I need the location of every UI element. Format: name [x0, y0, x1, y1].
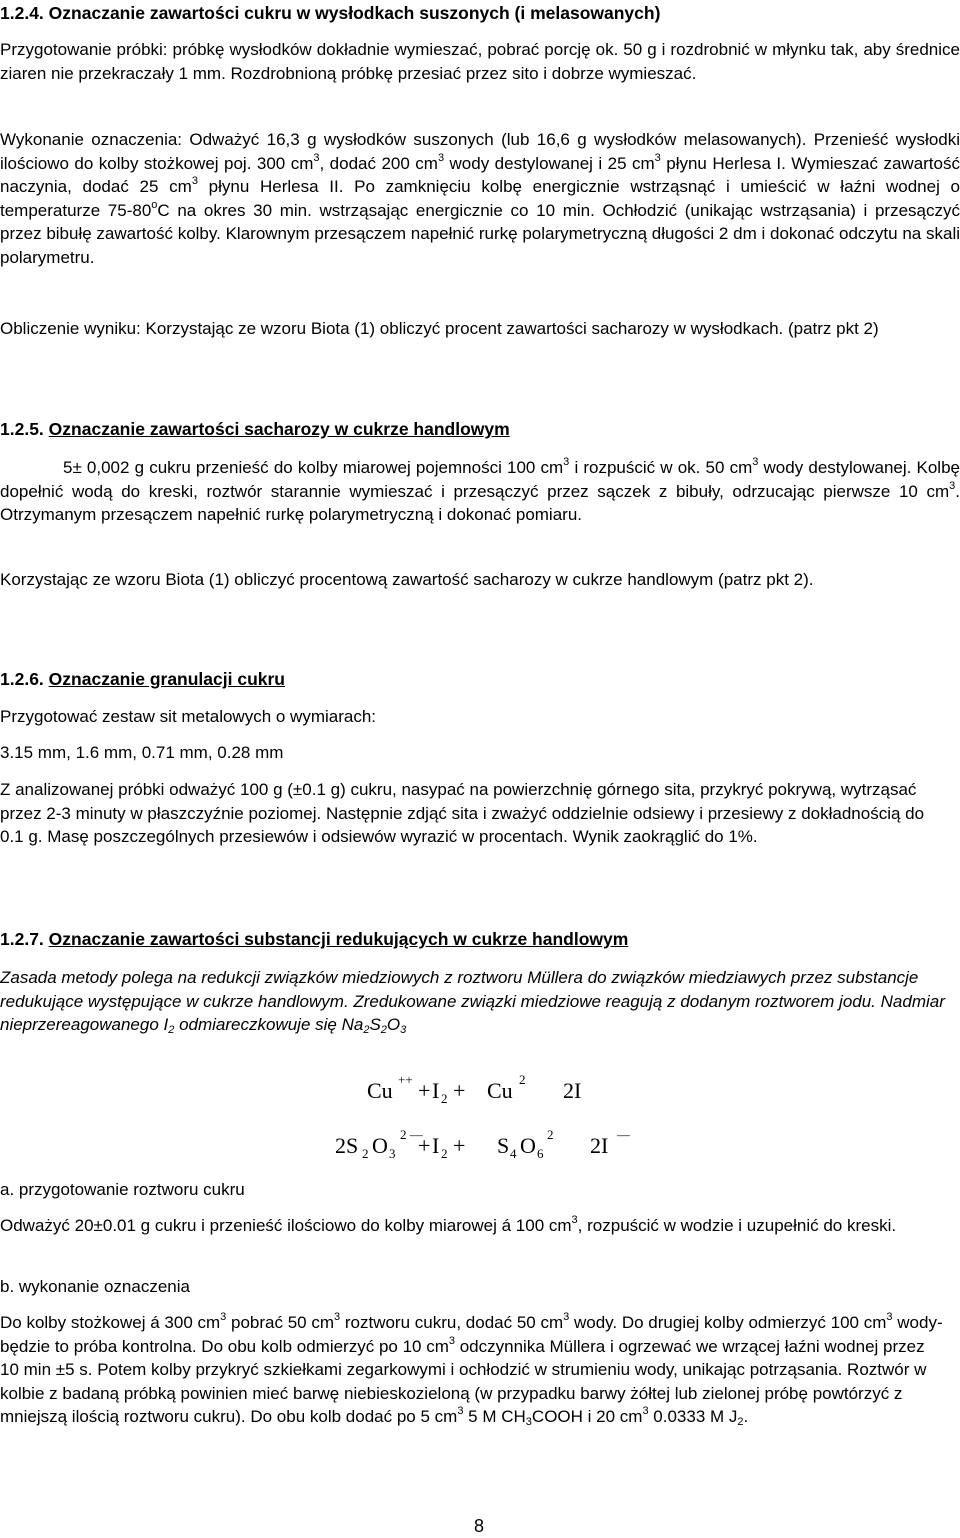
paragraph-method-principle: Zasada metody polega na redukcji związków miedziowych z roztworu Müllera do związków miedziawych przez substancje redukujące występujące w cukrze handlowym. Zredukowane związki miedziowe reagują z dodanym roztworem jodu. Nadmiar nieprzereagowanego $I_2$ odmiareczkowuje się $Na_2S_2O_3$ — [0, 968, 945, 1036]
paragraph-procedure: Wykonanie oznaczenia: Odważyć 16,3 g wysłodków suszonych (lub 16,6 g wysłodków melasowanych). Przenieść wysłodki ilościowo do kolby stożkowej poj. 300 $cm^3$, dodać 200 $cm^3$ wody destylowanej i 25 $cm^3$ płynu Herlesa I. Wymieszać zawartość naczynia, dodać 25 $cm^3$ płynu Herlesa II. Po zamknięciu kolbę energicznie wstrząsnąć i umieścić w łaźni wodnej o temperaturze 75-80$^o$C na okres 30 min. wstrząsając energicznie co 10 min. Ochłodzić (unikając wstrząsania) i przesączyć przez bibułę zawartość kolby. Klarownym przesączem napełnić rurkę polarymetryczną długości 2 dm i dokonać odczytu na skali polarymetru. — [0, 130, 960, 267]
paragraph-determination: Do kolby stożkowej á 300 $cm^3$ pobrać 50 $cm^3$ roztworu cukru, dodać 50 $cm^3$ wody. Do drugiej kolby odmierzyć 100 $cm^3$ wody- będzie to próba kontrolna. Do obu kolb odmierzyć po 10 $cm^3$ odczynnika Müllera i ogrzewać we wrzącej łaźni wodnej przez 10 min ±5 s. Potem kolby przykryć szkiełkami zegarkowymi i ochłodzić w strumieniu wody, unikając potrząsania. Roztwór w kolbie z badaną próbką powinien mieć barwę niebieskozieloną (w przypadku barwy żółtej lub zielonej próbę powtórzyć z mniejszą ilością roztworu cukru). Do obu kolb dodać po 5 $cm^3$ 5 M $CH_3COOH$ i 20 $cm^3$ 0.0333 M $J_2$. — [0, 1311, 943, 1428]
section-number: 1.2.4. — [0, 3, 44, 23]
section-heading-1-2-6: 1.2.6. Oznaczanie granulacji cukru — [0, 669, 285, 689]
section-title: Oznaczanie zawartości cukru w wysłodkach suszonych (i melasowanych) — [48, 3, 661, 23]
reaction-equation-thiosulfate: 2S 2 O 3 2 — + I 2 + S 4 O 6 2 2I — — [335, 1127, 630, 1161]
page-number: 8 — [474, 1516, 485, 1536]
paragraph-granulation-procedure: Z analizowanej próbki odważyć 100 g (±0.1 g) cukru, nasypać na powierzchnię górnego sita, przykryć pokrywą, wytrząsać przez 2-3 minuty w płaszczyźnie poziomej. Następnie zdjąć sita i zważyć oddzielnie odsiewy i przesiewy z dokładnością do 0.1 g. Masę poszczególnych przesiewów i odsiewów wyrazić w procentach. Wynik zaokrąglić do 1%. — [0, 780, 925, 846]
reaction-equation-copper: Cu ++ + I 2 + Cu 2 2I — [367, 1072, 582, 1106]
subsection-label-a: a. przygotowanie roztworu cukru — [0, 1180, 245, 1199]
paragraph-sieve-set: Przygotować zestaw sit metalowych o wymiarach: — [0, 707, 377, 726]
section-heading-1-2-5: 1.2.5. Oznaczanie zawartości sacharozy w cukrze handlowym — [0, 419, 510, 439]
section-heading-1-2-4 — [0, 2, 660, 24]
paragraph-sucrose-procedure: 5± 0,002 g cukru przenieść do kolby miarowej pojemności 100 $cm^3$ i rozpuścić w ok. 50 $cm^3$ wody destylowanej. Kolbę dopełnić wodą do kreski, roztwór starannie wymieszać i przesączyć przez sączek z bibuły, odrzucając pierwsze 10 $cm^3$. Otrzymanym przesączem napełnić rurkę polarymetryczną i dokonać pomiaru. — [0, 456, 960, 524]
section-heading-1-2-7: 1.2.7. Oznaczanie zawartości substancji redukujących w cukrze handlowym — [0, 929, 629, 949]
paragraph-sugar-solution: Odważyć 20±0.01 g cukru i przenieść ilościowo do kolby miarowej á 100 $cm^3$, rozpuścić w wodzie i uzupełnić do kreski. — [0, 1214, 897, 1235]
subsection-label-b: b. wykonanie oznaczenia — [0, 1277, 190, 1296]
paragraph-sample-preparation: Przygotowanie próbki: próbkę wysłodków dokładnie wymieszać, pobrać porcję ok. 50 g i rozdrobnić w młynku tak, aby średnice ziaren nie przekraczały 1 mm. Rozdrobnioną próbkę przesiać przez sito i dobrze wymieszać. — [0, 40, 960, 83]
paragraph-sieve-sizes: 3.15 mm, 1.6 mm, 0.71 mm, 0.28 mm — [0, 743, 284, 762]
paragraph-calculation: Obliczenie wyniku: Korzystając ze wzoru Biota (1) obliczyć procent zawartości sacharozy w wysłodkach. (patrz pkt 2) — [0, 319, 879, 338]
paragraph-sucrose-calculation: Korzystając ze wzoru Biota (1) obliczyć procentową zawartość sacharozy w cukrze handlowym (patrz pkt 2). — [0, 570, 814, 589]
